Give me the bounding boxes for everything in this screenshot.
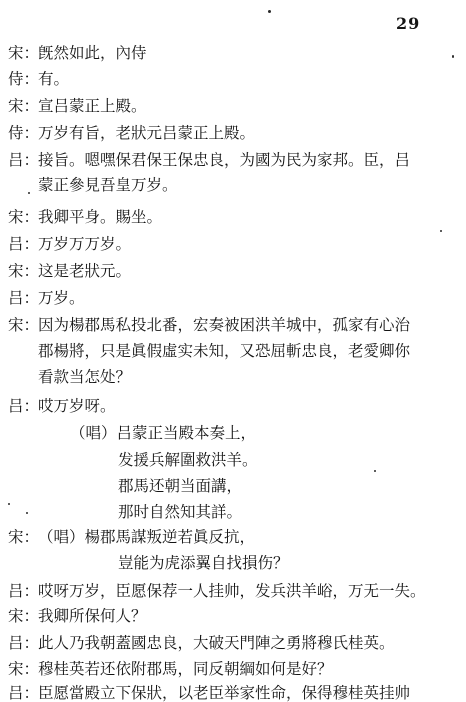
speaker-label: 宋： [8,97,40,115]
scan-speck [374,470,376,472]
line-text: （唱）楊郡馬謀叛逆若眞反抗， [38,528,256,546]
line-text: 旣然如此，內侍 [38,44,147,62]
scan-speck [26,512,28,514]
line-text: 郡楊將，只是眞假虛实未知，又恐屈斬忠良，老愛卿你 [38,342,411,360]
speaker-label: 吕： [8,397,40,415]
line-text: 接旨。嗯嘿保君保王保忠良，为國为民为家邦。臣，吕 [38,151,411,169]
speaker-label: 吕： [8,634,40,652]
speaker-label: 宋： [8,262,40,280]
speaker-label: 宋： [8,528,40,546]
line-text: 那时自然知其詳。 [118,503,243,521]
line-text: 蒙正參見吾皇万岁。 [38,176,178,194]
line-text: 郡馬还朝当面講， [118,477,243,495]
speaker-label: 宋： [8,208,40,226]
speaker-label: 侍： [8,70,40,88]
line-text: 因为楊郡馬私投北番，宏奏被困洪羊城中，孤家有心治 [38,316,411,334]
speaker-label: 宋： [8,607,40,625]
line-text: 我卿所保何人？ [38,607,147,625]
line-text: 哎万岁呀。 [38,397,116,415]
speaker-label: 吕： [8,151,40,169]
speaker-label: 宋： [8,660,40,678]
line-text: 穆桂英若还依附郡馬，同反朝綱如何是好？ [38,660,333,678]
line-text: 这是老狀元。 [38,262,132,280]
line-text: （唱）吕蒙正当殿本奏上， [70,424,257,442]
speaker-label: 侍： [8,124,40,142]
line-text: 豈能为虎添翼自找損伤？ [118,554,289,572]
speaker-label: 吕： [8,684,40,702]
speaker-label: 吕： [8,582,40,600]
line-text: 有。 [38,70,70,88]
line-text: 万岁有旨，老狀元吕蒙正上殿。 [38,124,256,142]
page-number: 29 [396,14,421,33]
speaker-label: 吕： [8,289,40,307]
scan-speck [452,55,454,58]
line-text: 发援兵解圍救洪羊。 [118,451,258,469]
scan-speck [28,192,30,194]
line-text: 臣愿當殿立下保狀，以老臣举家性命，保得穆桂英挂帅 [38,684,411,702]
scan-speck [268,10,271,13]
line-text: 此人乃我朝蓋國忠良，大破天門陣之勇將穆氏桂英。 [38,634,395,652]
line-text: 宣吕蒙正上殿。 [38,97,147,115]
speaker-label: 宋： [8,44,40,62]
line-text: 哎呀万岁，臣愿保荐一人挂帅，发兵洪羊峪，万无一失。 [38,582,426,600]
line-text: 万岁。 [38,289,85,307]
scan-speck [440,230,442,232]
scan-speck [8,503,10,505]
line-text: 看款当怎处？ [38,368,132,386]
speaker-label: 吕： [8,235,40,253]
speaker-label: 宋： [8,316,40,334]
line-text: 我卿平身。賜坐。 [38,208,163,226]
line-text: 万岁万万岁。 [38,235,132,253]
